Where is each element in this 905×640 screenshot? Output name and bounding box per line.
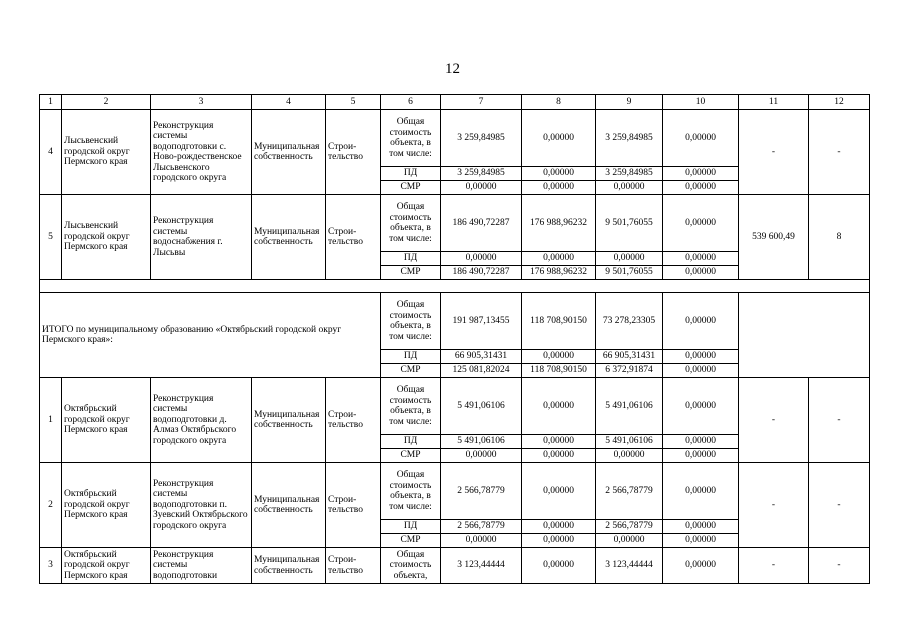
smr-label: СМР [381,181,441,195]
value-cell: 3 259,84985 [441,167,522,181]
header-cell: 4 [252,95,326,110]
value-cell: 0,00000 [596,181,663,195]
value-cell: 0,00000 [522,435,596,449]
value-cell: 0,00000 [522,449,596,463]
type-cell: Строи-тельство [326,195,381,280]
value-cell: 176 988,96232 [522,266,596,280]
ownership-cell: Муниципальная собственность [252,378,326,463]
total-label: Общая стоимость объекта, в том числе: [381,293,441,350]
value-cell: 9 501,76055 [596,266,663,280]
value-cell: 0,00000 [522,378,596,435]
value-cell: 2 566,78779 [441,520,522,534]
header-cell: 9 [596,95,663,110]
total-label: Общая стоимость объекта, в том числе: [381,378,441,435]
value-cell: 0,00000 [596,534,663,548]
value-cell: 191 987,13455 [441,293,522,350]
pd-label: ПД [381,520,441,534]
investment-table [39,94,870,584]
table-row [40,378,870,435]
value-cell: 0,00000 [522,167,596,181]
value-cell: 0,00000 [663,435,739,449]
total-label: Общая стоимость объекта, в том числе: [381,110,441,167]
value-cell: 2 566,78779 [596,520,663,534]
value-cell: 0,00000 [522,350,596,364]
value-cell: 0,00000 [663,293,739,350]
row-number: 5 [40,195,62,280]
value-cell: 0,00000 [522,548,596,584]
value-cell: 0,00000 [663,463,739,520]
table-row [40,463,870,520]
header-row [40,95,870,110]
object-cell: Реконструкция системы водоподготовки [151,548,252,584]
value-cell: 0,00000 [441,449,522,463]
value-cell: 125 081,82024 [441,364,522,378]
value-cell: 0,00000 [663,364,739,378]
type-cell: Строи-тельство [326,378,381,463]
value-cell: 5 491,06106 [441,435,522,449]
value-cell: 0,00000 [441,181,522,195]
district-cell: Лысьвенский городской округ Пермского края [62,110,151,195]
value-cell: 0,00000 [596,252,663,266]
total-label: Общая стоимость объекта, в том числе: [381,463,441,520]
value-cell: 0,00000 [522,181,596,195]
smr-label: СМР [381,364,441,378]
spacer-row [40,280,870,293]
row-number: 1 [40,378,62,463]
ownership-cell: Муниципальная собственность [252,548,326,584]
value-cell: 0,00000 [663,266,739,280]
value-cell: 3 259,84985 [441,110,522,167]
value-cell: 0,00000 [663,350,739,364]
object-cell: Реконструкция системы водоподготовки с. Ново-рождественское Лысьвенского городского округа [151,110,252,195]
pd-label: ПД [381,350,441,364]
value-cell: 0,00000 [663,378,739,435]
value-cell: 9 501,76055 [596,195,663,252]
value-cell: 0,00000 [663,520,739,534]
table-row [40,110,870,167]
value-cell: 0,00000 [522,110,596,167]
object-cell: Реконструкция системы водоподготовки д. Алмаз Октябрьского городского округа [151,378,252,463]
table-row [40,548,870,584]
type-cell: Строи-тельство [326,463,381,548]
value-cell: 5 491,06106 [441,378,522,435]
value-cell: 0,00000 [522,520,596,534]
col11-cell: - [739,463,809,548]
header-cell: 2 [62,95,151,110]
header-cell: 11 [739,95,809,110]
value-cell: 3 259,84985 [596,167,663,181]
smr-label: СМР [381,449,441,463]
district-cell: Октябрьский городской округ Пермского края [62,463,151,548]
object-cell: Реконструкция системы водоснабжения г. Лысьвы [151,195,252,280]
object-cell: Реконструкция системы водоподготовки п. Зуевский Октябрьского городского округа [151,463,252,548]
subtotal-row [40,293,870,350]
smr-label: СМР [381,266,441,280]
col12-cell: 8 [809,195,870,280]
smr-label: СМР [381,534,441,548]
header-cell: 8 [522,95,596,110]
value-cell: 0,00000 [596,449,663,463]
value-cell: 0,00000 [663,252,739,266]
ownership-cell: Муниципальная собственность [252,463,326,548]
total-label: Общая стоимость объекта, в том числе: [381,195,441,252]
value-cell: 0,00000 [663,181,739,195]
col12-cell: - [809,378,870,463]
value-cell: 6 372,91874 [596,364,663,378]
header-cell: 1 [40,95,62,110]
value-cell: 186 490,72287 [441,266,522,280]
header-cell: 6 [381,95,441,110]
value-cell: 2 566,78779 [441,463,522,520]
subtotal-label: ИТОГО по муниципальному образованию «Октябрьский городской округ Пермского края»: [40,293,381,378]
type-cell: Строи-тельство [326,110,381,195]
value-cell: 0,00000 [663,195,739,252]
header-cell: 12 [809,95,870,110]
value-cell: 0,00000 [522,534,596,548]
col11-cell: - [739,110,809,195]
pd-label: ПД [381,252,441,266]
value-cell: 118 708,90150 [522,364,596,378]
value-cell: 66 905,31431 [596,350,663,364]
value-cell: 73 278,23305 [596,293,663,350]
district-cell: Октябрьский городской округ Пермского края [62,548,151,584]
value-cell: 66 905,31431 [441,350,522,364]
row-number: 2 [40,463,62,548]
type-cell: Строи-тельство [326,548,381,584]
value-cell: 0,00000 [522,463,596,520]
empty-cell [739,293,870,378]
total-label: Общая стоимость объекта, [381,548,441,584]
value-cell: 3 259,84985 [596,110,663,167]
value-cell: 5 491,06106 [596,435,663,449]
value-cell: 0,00000 [663,449,739,463]
value-cell: 0,00000 [663,534,739,548]
col12-cell: - [809,110,870,195]
value-cell: 0,00000 [441,534,522,548]
header-cell: 7 [441,95,522,110]
value-cell: 0,00000 [663,110,739,167]
district-cell: Октябрьский городской округ Пермского края [62,378,151,463]
value-cell: 186 490,72287 [441,195,522,252]
col11-cell: 539 600,49 [739,195,809,280]
table-row [40,195,870,252]
value-cell: 176 988,96232 [522,195,596,252]
value-cell: 5 491,06106 [596,378,663,435]
value-cell: 3 123,44444 [596,548,663,584]
col12-cell: - [809,463,870,548]
row-number: 3 [40,548,62,584]
ownership-cell: Муниципальная собственность [252,110,326,195]
ownership-cell: Муниципальная собственность [252,195,326,280]
value-cell: 0,00000 [663,167,739,181]
spacer-cell [40,280,870,293]
pd-label: ПД [381,435,441,449]
district-cell: Лысьвенский городской округ Пермского края [62,195,151,280]
value-cell: 0,00000 [663,548,739,584]
row-number: 4 [40,110,62,195]
col11-cell: - [739,548,809,584]
value-cell: 0,00000 [441,252,522,266]
page-number: 12 [445,61,460,77]
value-cell: 118 708,90150 [522,293,596,350]
header-cell: 10 [663,95,739,110]
header-cell: 5 [326,95,381,110]
col12-cell: - [809,548,870,584]
col11-cell: - [739,378,809,463]
pd-label: ПД [381,167,441,181]
value-cell: 0,00000 [522,252,596,266]
value-cell: 2 566,78779 [596,463,663,520]
value-cell: 3 123,44444 [441,548,522,584]
header-cell: 3 [151,95,252,110]
